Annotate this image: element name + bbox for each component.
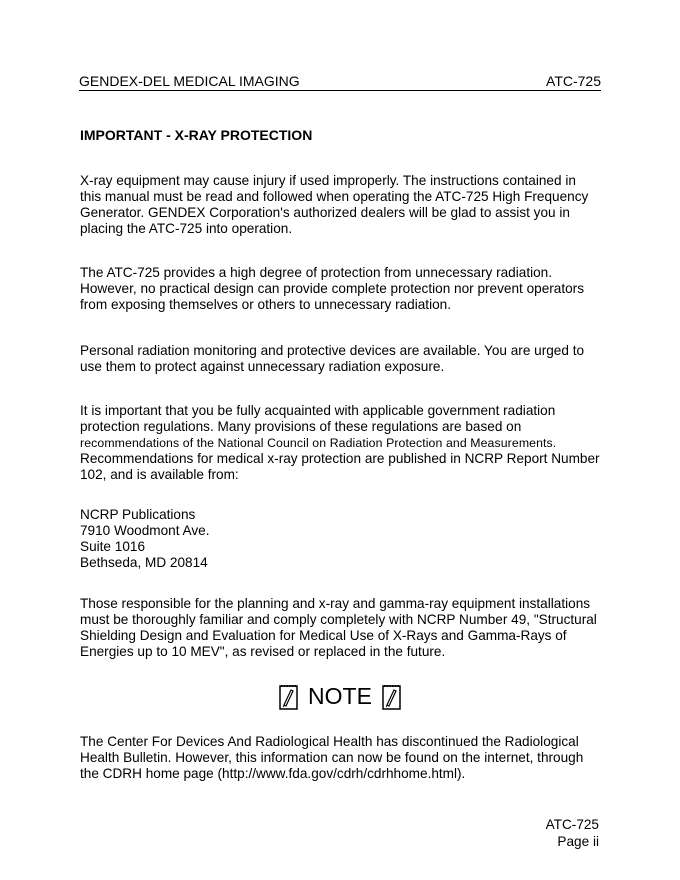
- footer-doc-id: ATC-725: [545, 817, 599, 832]
- paragraph-shielding: Those responsible for the planning and x-ray and gamma-ray equipment installations must be thoroughly familiar and comply completely with NCRP Number 49, "Structural Shielding Design and Evaluation for Medical Use of X-Rays and Gamma-Rays of Energies up to 10 MEV", as revised or replaced in the future.: [80, 596, 597, 659]
- paragraph-xray-injury: X-ray equipment may cause injury if used improperly. The instructions contained in this manual must be read and followed when operating the ATC-725 High Frequency Generator. GENDEX Corporation's authorized dealers will be glad to assist you in placing the ATC-725 into operation.: [80, 173, 589, 236]
- page-header: [79, 73, 601, 91]
- paragraph-cdrh: The Center For Devices And Radiological Health has discontinued the Radiological Health Bulletin. However, this information can now be found on the internet, through the CDRH home page (http://www.fda.gov/cdrh/cdrhhome.html).: [80, 734, 584, 781]
- notepad-pencil-icon: [382, 683, 401, 710]
- header-doc-id: ATC-725: [546, 73, 601, 89]
- note-heading: [279, 680, 401, 712]
- regulations-text-end: Recommendations for medical x-ray protection are published in NCRP Report Number 102, and is available from:: [80, 451, 600, 482]
- notepad-pencil-icon: [279, 683, 298, 710]
- paragraph-monitoring: Personal radiation monitoring and protective devices are available. You are urged to use them to protect against unnecessary radiation exposure.: [80, 343, 585, 374]
- page-number: Page ii: [557, 834, 599, 849]
- address-line: NCRP Publications: [80, 507, 196, 522]
- paragraph-regulations: [80, 403, 600, 483]
- address-line: 7910 Woodmont Ave.: [80, 523, 210, 538]
- regulations-text-start: It is important that you be fully acquainted with applicable government radiation protection regulations. Many provisions of these regulations are based on: [80, 403, 556, 434]
- ncrp-address: [80, 507, 210, 571]
- paragraph-protection: The ATC-725 provides a high degree of protection from unnecessary radiation. However, no practical design can provide complete protection nor prevent operators from exposing themselves or others to unnecessary radiation.: [80, 265, 585, 312]
- regulations-text-ncrp: recommendations of the National Council on Radiation Protection and Measurements.: [80, 436, 557, 450]
- page-footer: [546, 816, 599, 850]
- note-label: NOTE: [308, 683, 372, 709]
- header-company: GENDEX-DEL MEDICAL IMAGING: [79, 73, 300, 89]
- page-title: IMPORTANT - X-RAY PROTECTION: [80, 127, 313, 143]
- address-line: Bethseda, MD 20814: [80, 555, 208, 570]
- address-line: Suite 1016: [80, 539, 146, 554]
